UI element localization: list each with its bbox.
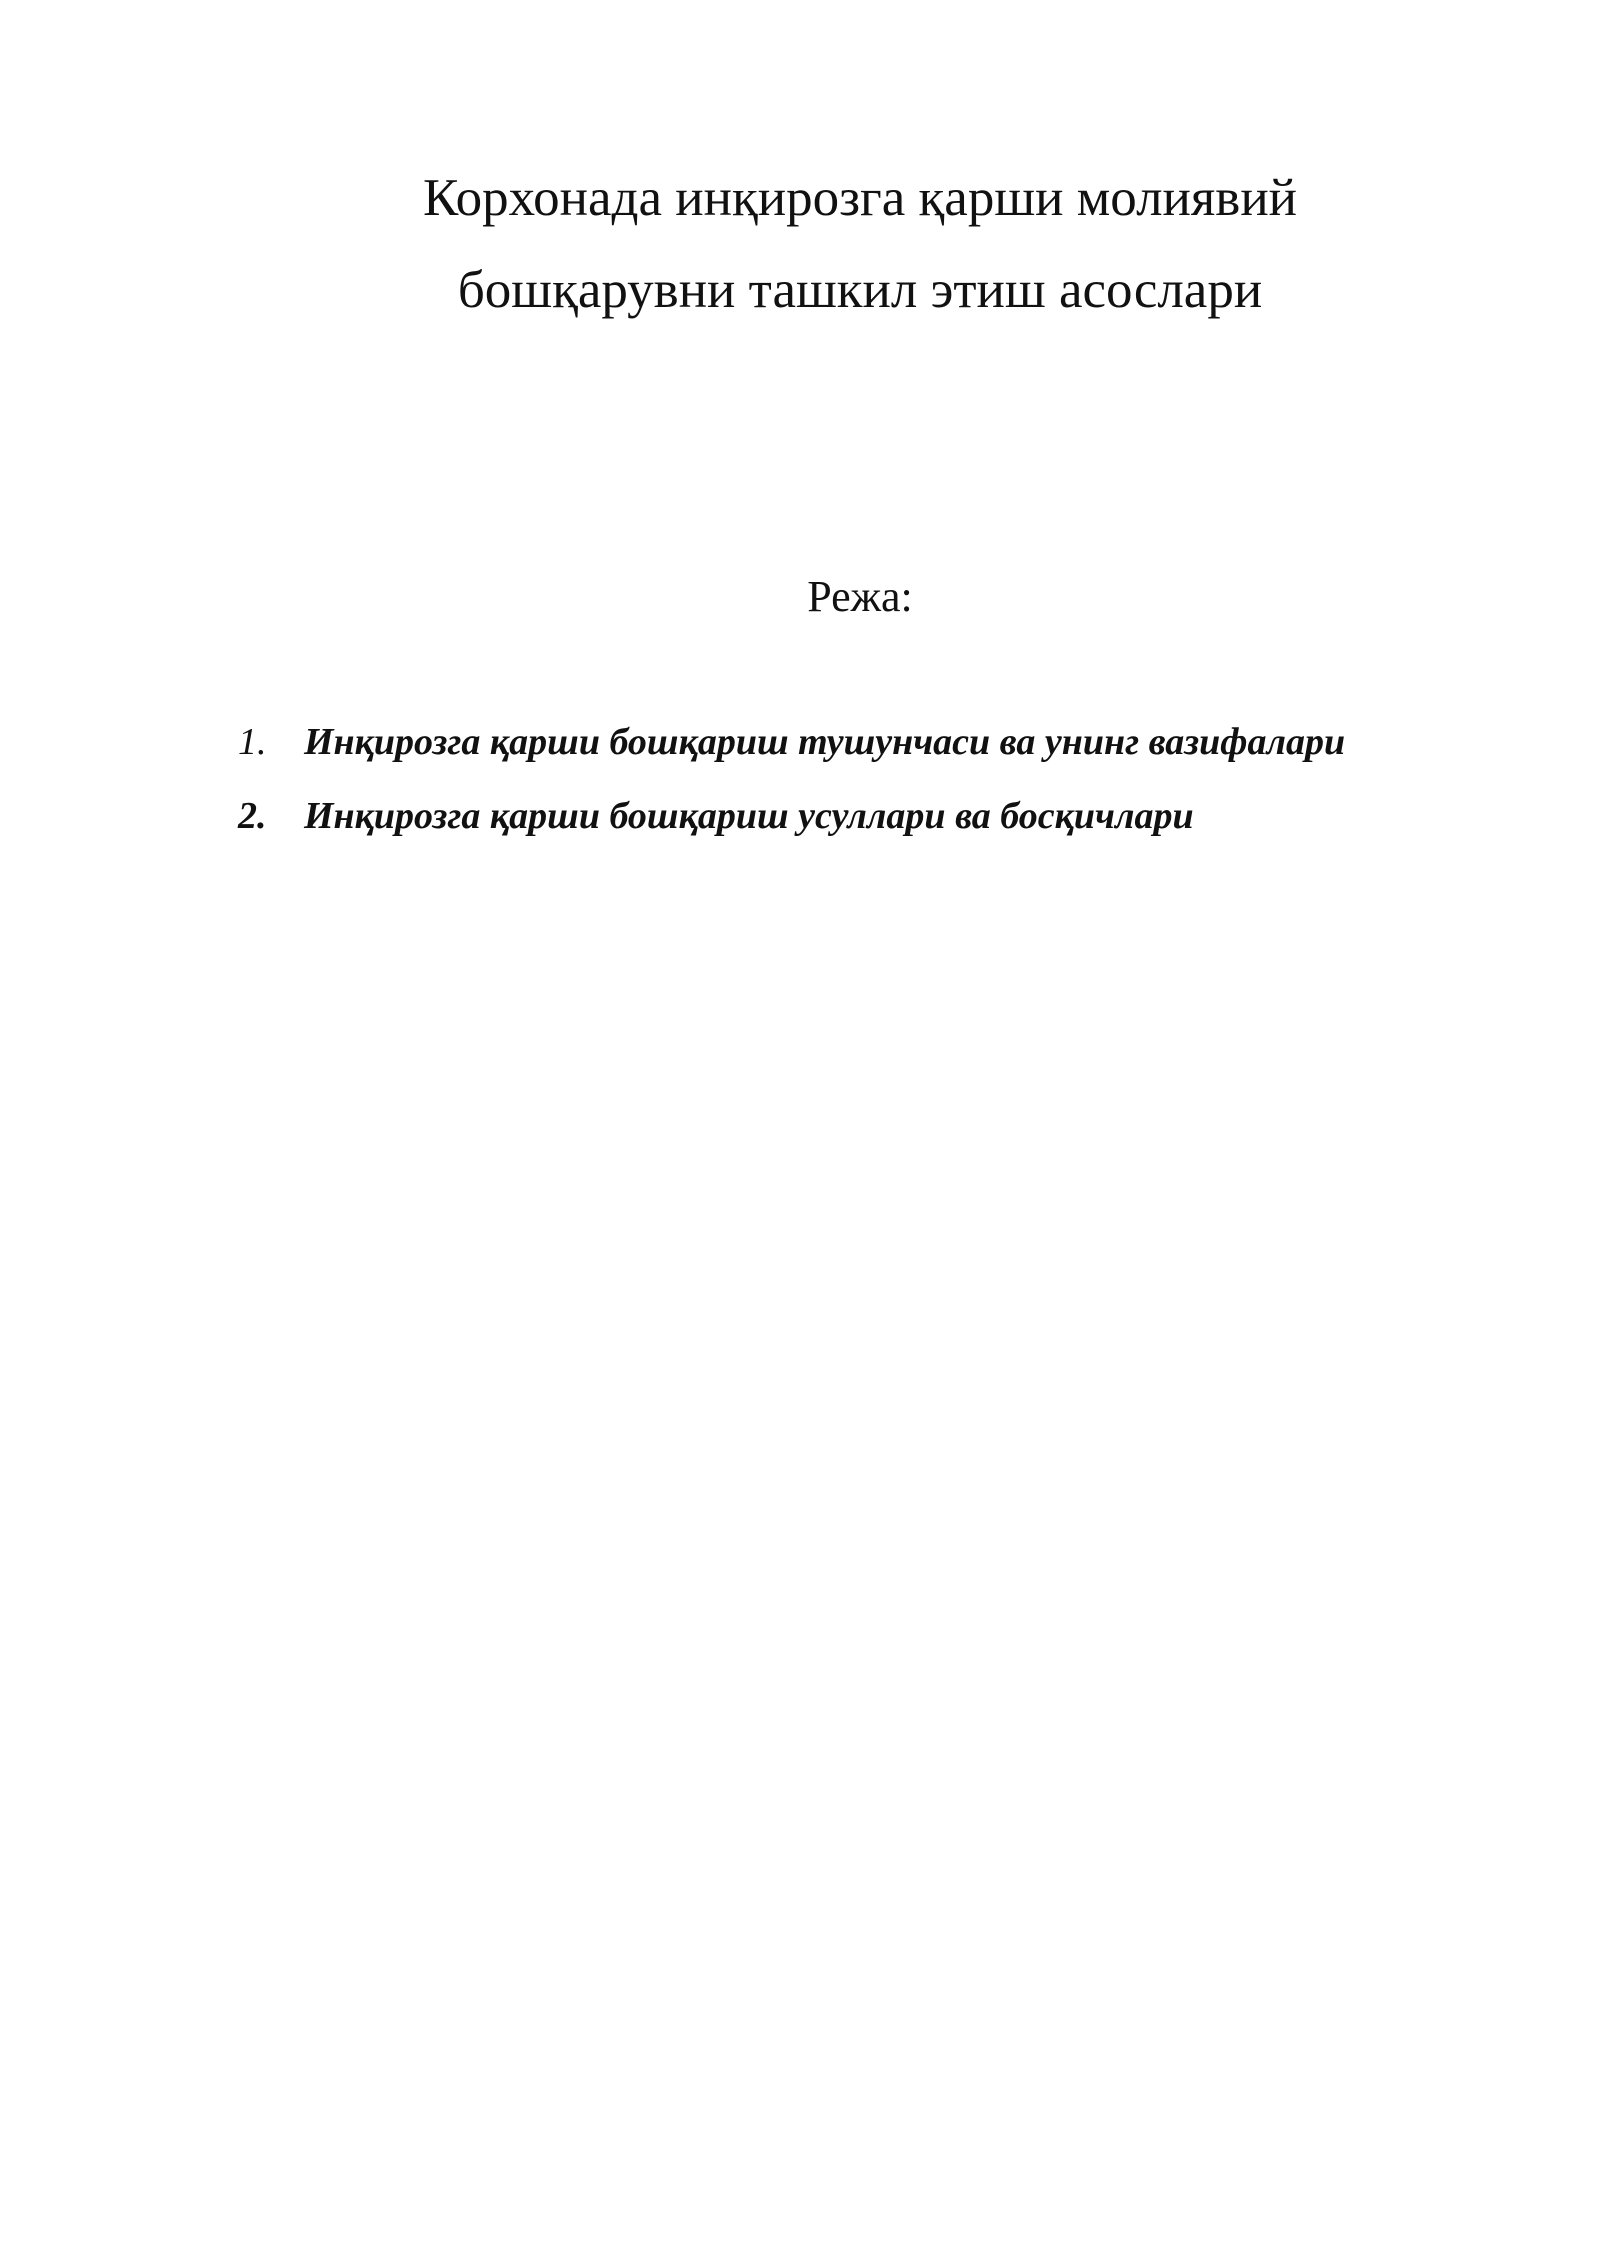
document-title [238, 152, 1482, 336]
title-line-1: Корхонада инқирозга қарши молиявий [422, 169, 1298, 227]
plan-item-text: Инқирозга қарши бошқариш тушунчаси ва унинг вазифалари [304, 721, 1346, 763]
plan-item-1 [238, 712, 1538, 786]
plan-item-number: 1. [238, 721, 267, 763]
plan-item-2 [238, 786, 1538, 860]
plan-item-number: 2. [238, 795, 267, 837]
plan-item-text: Инқирозга қарши бошқариш усуллари ва босқичлари [304, 795, 1194, 837]
title-line-2: бошқарувни ташкил этиш асослари [457, 261, 1263, 319]
plan-list [238, 712, 1538, 860]
plan-heading: Режа: [807, 572, 913, 621]
